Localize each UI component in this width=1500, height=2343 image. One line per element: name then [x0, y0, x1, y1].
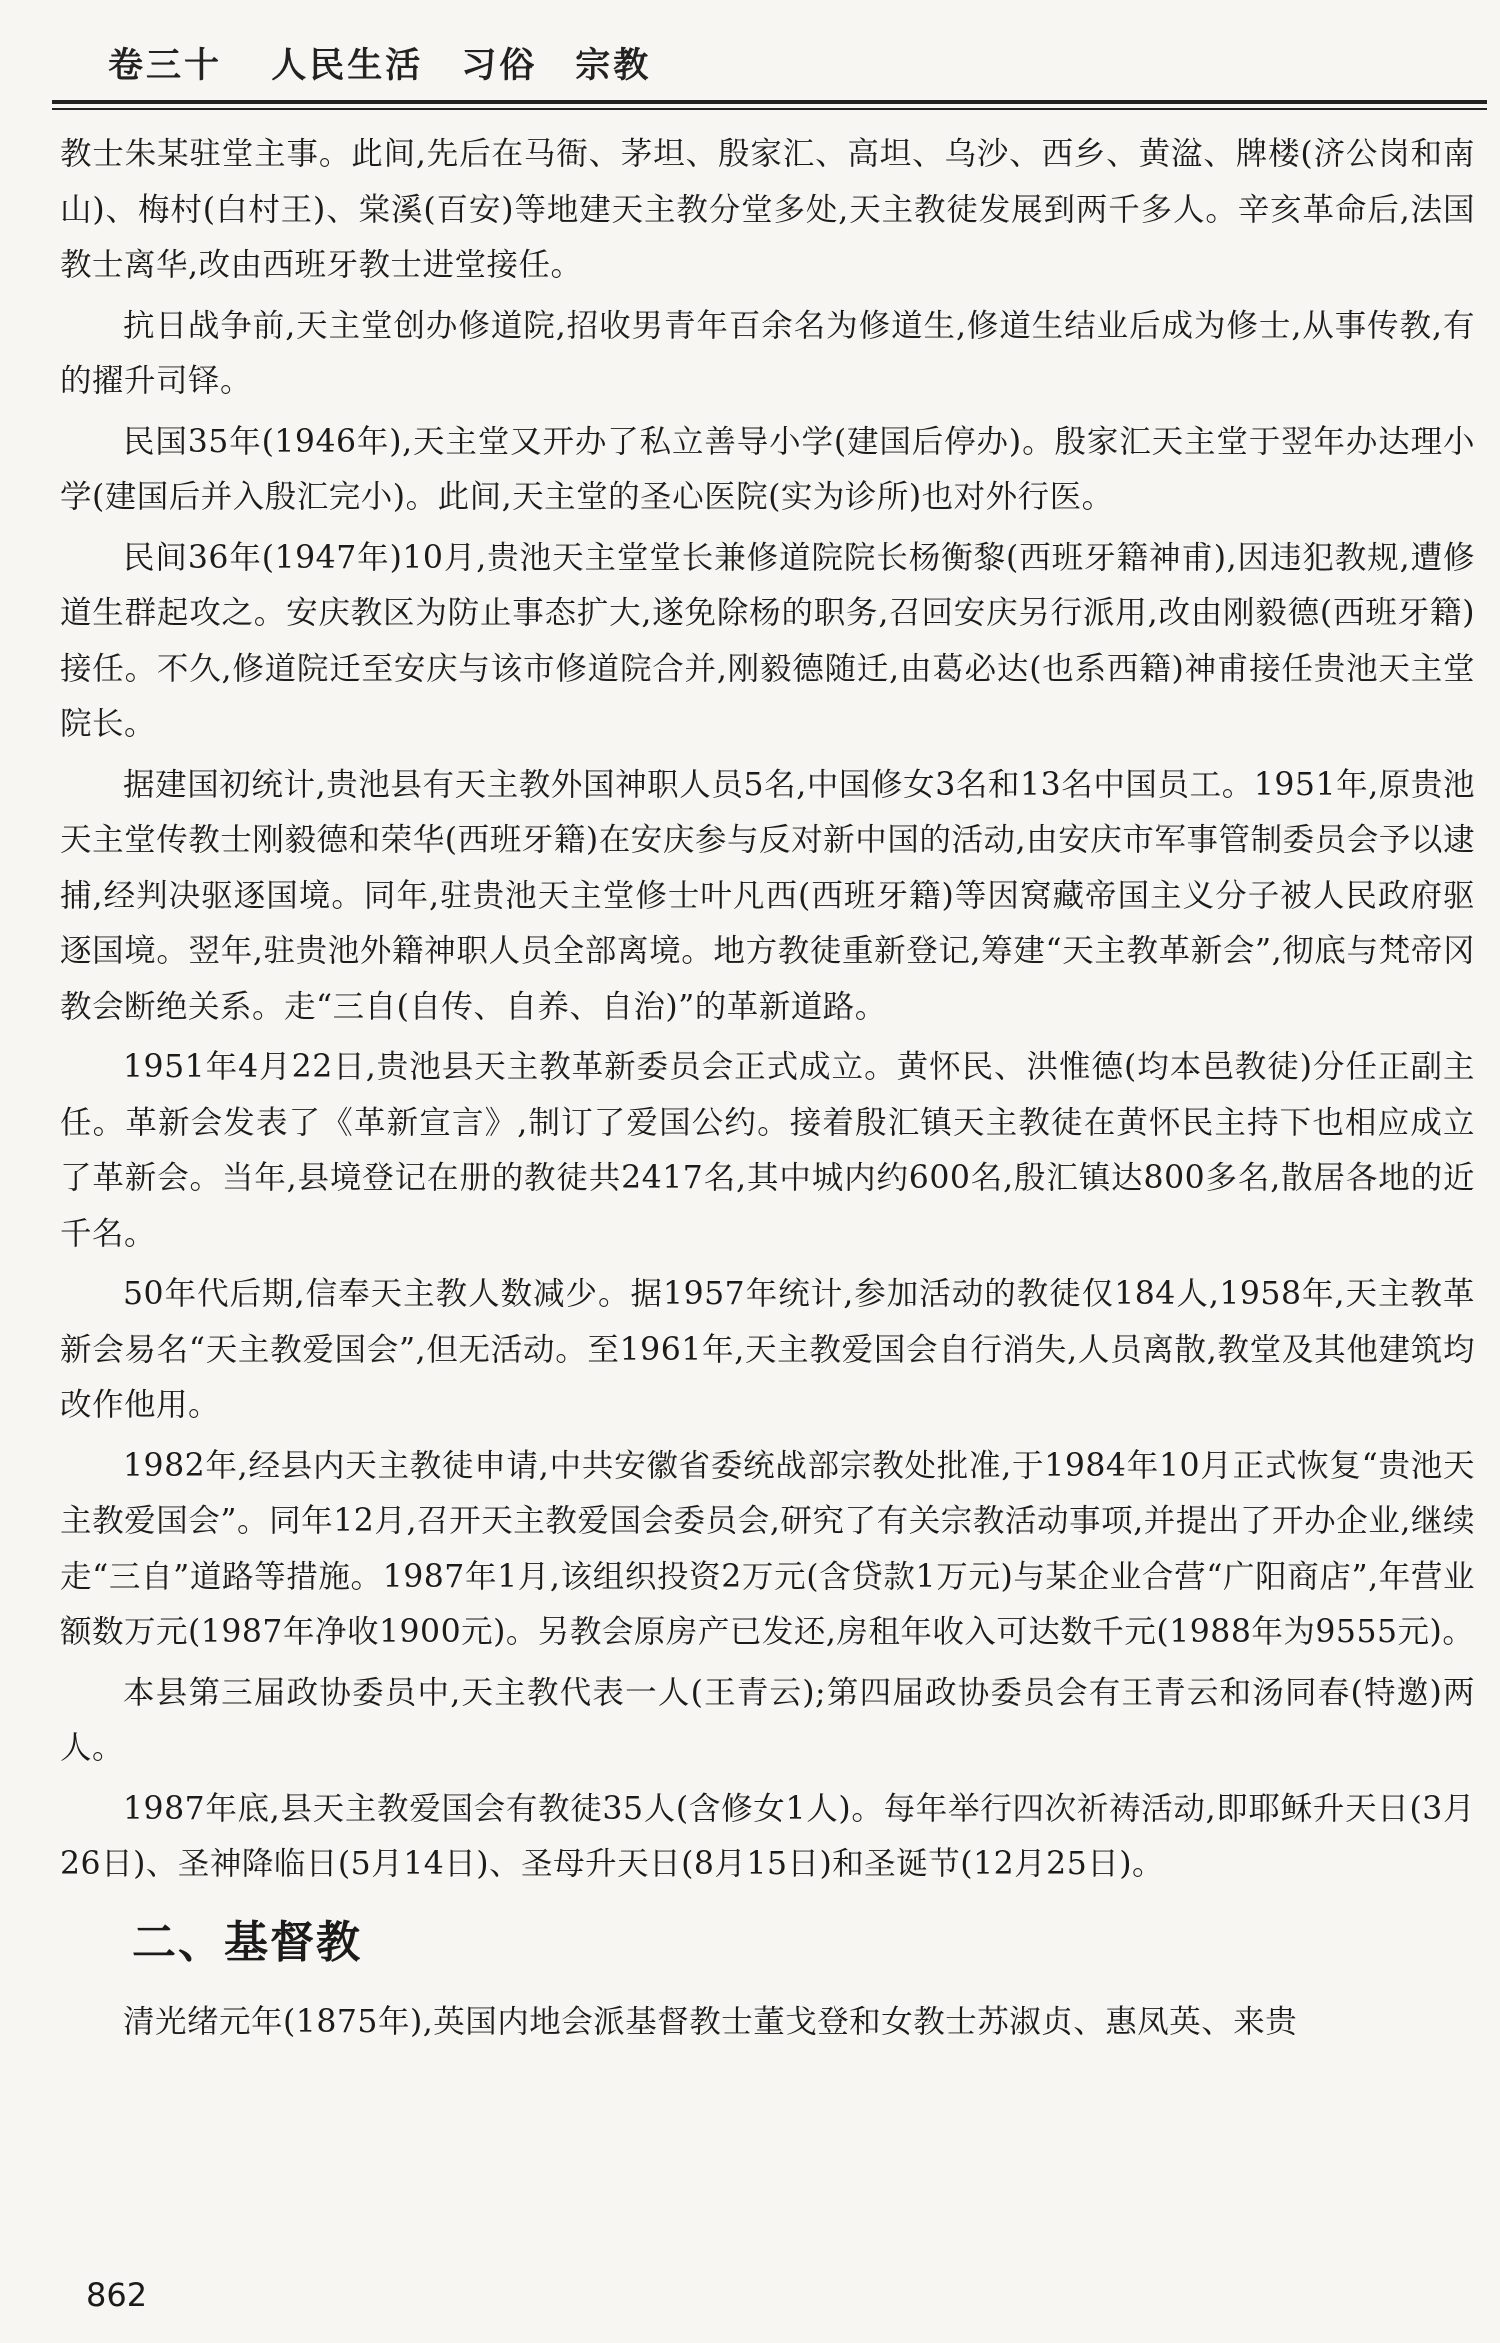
paragraph: 1987年底,县天主教爱国会有教徒35人(含修女1人)。每年举行四次祈祷活动,即耶稣升天日(3月26日)、圣神降临日(5月14日)、圣母升天日(8月15日)和圣诞节(12月25日)。	[60, 1790, 1475, 1882]
volume-label: 卷三十	[108, 46, 223, 86]
running-header	[108, 38, 685, 88]
paragraph: 50年代后期,信奉天主教人数减少。据1957年统计,参加活动的教徒仅184人,1958年,天主教革新会易名“天主教爱国会”,但无活动。至1961年,天主教爱国会自行消失,人员离散,教堂及其他建筑均改作他用。	[60, 1276, 1475, 1423]
paragraph: 民国35年(1946年),天主堂又开办了私立善导小学(建国后停办)。殷家汇天主堂于翌年办达理小学(建国后并入殷汇完小)。此间,天主堂的圣心医院(实为诊所)也对外行医。	[60, 423, 1475, 515]
paragraph: 1951年4月22日,贵池县天主教革新委员会正式成立。黄怀民、洪惟德(均本邑教徒)分任正副主任。革新会发表了《革新宣言》,制订了爱国公约。接着殷汇镇天主教徒在黄怀民主持下也相应成立了革新会。当年,县境登记在册的教徒共2417名,其中城内约600名,殷汇镇达800多名,散居各地的近千名。	[60, 1049, 1475, 1252]
paragraph: 据建国初统计,贵池县有天主教外国神职人员5名,中国修女3名和13名中国员工。1951年,原贵池天主堂传教士刚毅德和荣华(西班牙籍)在安庆参与反对新中国的活动,由安庆市军事管制委员会予以逮捕,经判决驱逐国境。同年,驻贵池天主堂修士叶凡西(西班牙籍)等因窝藏帝国主义分子被人民政府驱逐国境。翌年,驻贵池外籍神职人员全部离境。地方教徒重新登记,筹建“天主教革新会”,彻底与梵帝冈教会断绝关系。走“三自(自传、自养、自治)”的革新道路。	[60, 766, 1475, 1025]
page-body	[60, 127, 1475, 2055]
section-paragraph: 清光绪元年(1875年),英国内地会派基督教士董戈登和女教士苏淑贞、惠凤英、来贵	[123, 2003, 1298, 2040]
paragraph: 民间36年(1947年)10月,贵池天主堂堂长兼修道院院长杨衡黎(西班牙籍神甫),因违犯教规,遭修道生群起攻之。安庆教区为防止事态扩大,遂免除杨的职务,召回安庆另行派用,改由刚毅德(西班牙籍)接任。不久,修道院迁至安庆与该市修道院合并,刚毅德随迁,由葛必达(也系西籍)神甫接任贵池天主堂院长。	[60, 539, 1475, 742]
paragraph: 抗日战争前,天主堂创办修道院,招收男青年百余名为修道生,修道生结业后成为修士,从事传教,有的擢升司铎。	[60, 307, 1475, 399]
page-number: 862	[86, 2276, 148, 2314]
header-rule-thick	[52, 100, 1487, 104]
chapter-label: 人民生活 习俗 宗教	[271, 46, 652, 86]
paragraph: 本县第三届政协委员中,天主教代表一人(王青云);第四届政协委员会有王青云和汤同春(特邀)两人。	[60, 1674, 1475, 1766]
paragraph: 1982年,经县内天主教徒申请,中共安徽省委统战部宗教处批准,于1984年10月正式恢复“贵池天主教爱国会”。同年12月,召开天主教爱国会委员会,研究了有关宗教活动事项,并提出了开办企业,继续走“三自”道路等措施。1987年1月,该组织投资2万元(含贷款1万元)与某企业合营“广阳商店”,年营业额数万元(1987年净收1900元)。另教会原房产已发还,房租年收入可达数千元(1988年为9555元)。	[60, 1447, 1475, 1650]
header-rule-thin	[52, 108, 1487, 110]
paragraph-continued: 教士朱某驻堂主事。此间,先后在马衙、茅坦、殷家汇、高坦、乌沙、西乡、黄湓、牌楼(济公岗和南山)、梅村(白村王)、棠溪(百安)等地建天主教分堂多处,天主教徒发展到两千多人。辛亥革命后,法国教士离华,改由西班牙教士进堂接任。	[60, 136, 1475, 283]
section-heading: 二、基督教	[132, 1916, 362, 1968]
